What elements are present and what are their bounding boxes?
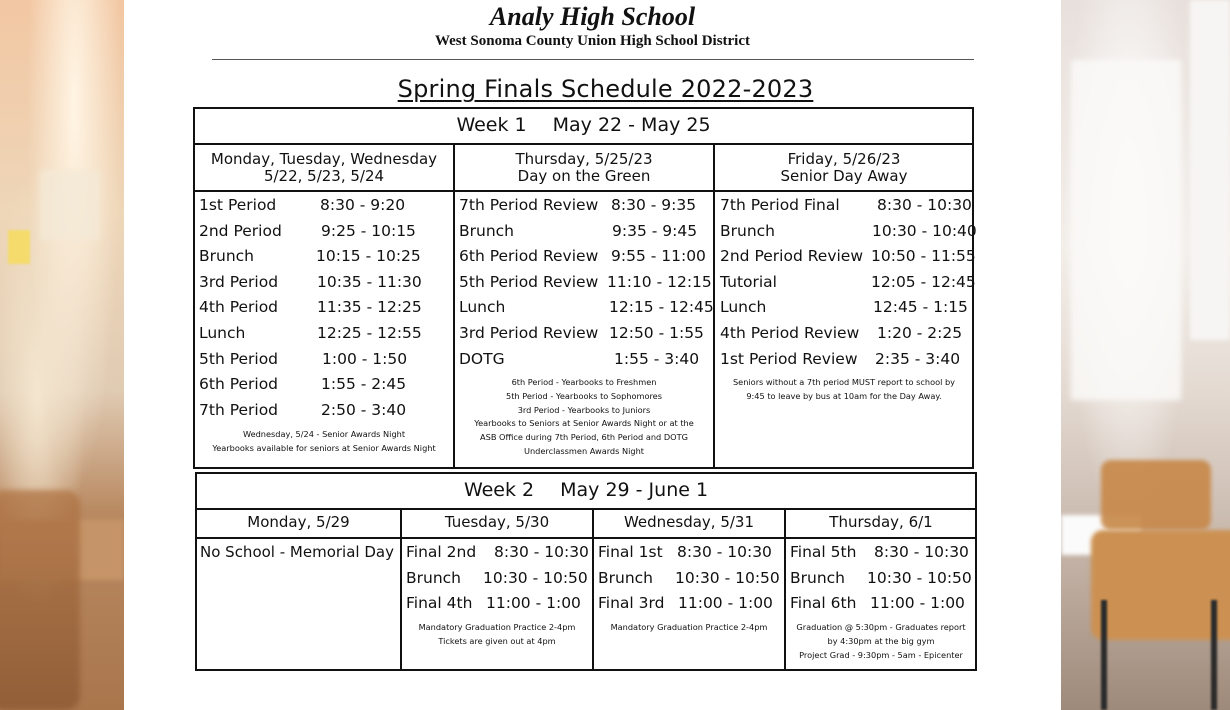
schedule-row: Final 4th 11:00 - 1:00	[406, 594, 581, 613]
schedule-row: Final 1st 8:30 - 10:30	[598, 543, 772, 561]
schedule-row: Final 3rd 11:00 - 1:00	[598, 594, 773, 613]
schedule-row: Final 5th 8:30 - 10:30	[790, 543, 969, 561]
schedule-row: DOTG 1:55 - 3:40	[459, 349, 700, 368]
schedule-row: No School - Memorial Day	[200, 543, 394, 561]
schedule-row: 7th Period Final 8:30 - 10:30	[720, 196, 972, 214]
schedule-row: 7th Period 2:50 - 3:40	[199, 400, 407, 419]
schedule-row: 1st Period Review 2:35 - 3:40	[720, 349, 961, 368]
schedule-row: 6th Period Review 9:55 - 11:00	[459, 247, 706, 266]
schedule-row: Final 2nd 8:30 - 10:30	[406, 543, 589, 561]
school-name: Analy High School	[489, 2, 696, 31]
week1-col3-header: Friday, 5/26/23 Senior Day Away	[780, 150, 908, 185]
background-photo-right	[1061, 0, 1230, 710]
schedule-row: 3rd Period 10:35 - 11:30	[199, 272, 422, 291]
background-photo-left	[0, 0, 124, 710]
week2-col2-header: Tuesday, 5/30	[444, 513, 550, 531]
week1-col2-header: Thursday, 5/25/23 Day on the Green	[515, 150, 653, 185]
week1-col1-notes: Wednesday, 5/24 - Senior Awards Night Yearbooks available for seniors at Senior Awards Night	[212, 429, 436, 453]
week1-col1-header: Monday, Tuesday, Wednesday 5/22, 5/23, 5/24	[210, 150, 438, 185]
week2-label: Week 2	[463, 479, 535, 501]
schedule-row: 5th Period Review 11:10 - 12:15	[459, 272, 712, 291]
schedule-row: 4th Period Review 1:20 - 2:25	[720, 323, 963, 342]
week2-col4-notes: Graduation @ 5:30pm - Graduates report by 4:30pm at the big gym Project Grad - 9:30pm - 5am - Epicenter	[796, 622, 966, 660]
schedule-row: Brunch 10:30 - 10:40	[720, 221, 977, 240]
schedule-row: Brunch 9:35 - 9:45	[459, 221, 698, 240]
schedule-row: Final 6th 11:00 - 1:00	[790, 594, 965, 613]
week2-col4-header: Thursday, 6/1	[829, 513, 933, 531]
week1-col2-schedule	[459, 196, 714, 375]
schedule-row: Tutorial 12:05 - 12:45	[720, 272, 976, 291]
week2-dates: May 29 - June 1	[560, 479, 709, 501]
schedule-row: Brunch 10:30 - 10:50	[406, 568, 588, 587]
week2-col1-header: Monday, 5/29	[247, 513, 350, 531]
schedule-row: 4th Period 11:35 - 12:25	[199, 298, 422, 317]
schedule-row: 3rd Period Review 12:50 - 1:55	[459, 323, 704, 342]
week1-col3-notes: Seniors without a 7th period MUST report to school by 9:45 to leave by bus at 10am for the Day Away.	[732, 377, 956, 401]
week1-label: Week 1	[456, 114, 527, 136]
schedule-row: Lunch 12:15 - 12:45	[459, 298, 714, 317]
header-divider	[212, 59, 974, 60]
week2-col3-schedule	[598, 543, 782, 620]
schedule-row: Lunch 12:45 - 1:15	[720, 298, 968, 317]
schedule-row: Brunch 10:30 - 10:50	[790, 568, 972, 587]
schedule-row: Brunch 10:15 - 10:25	[199, 247, 421, 266]
week1-col2-notes: 6th Period - Yearbooks to Freshmen 5th Period - Yearbooks to Sophomores 3rd Period - Yearbooks to Juniors Yearbooks to Seniors at Senior Awards Night or at the ASB Office during 7th Period, 6th Period and DOTG Underclassmen Awards Night	[474, 377, 694, 456]
schedule-document	[124, 0, 1061, 710]
schedule-row: 5th Period 1:00 - 1:50	[199, 349, 408, 368]
schedule-row: 1st Period 8:30 - 9:20	[199, 196, 406, 214]
week2-col2-schedule	[406, 543, 590, 620]
week2-col1-schedule	[200, 543, 398, 569]
week1-col3-schedule	[720, 196, 977, 375]
week2-col4-schedule	[790, 543, 974, 620]
week2-col3-notes: Mandatory Graduation Practice 2-4pm	[610, 622, 768, 632]
schedule-row: 2nd Period 9:25 - 10:15	[199, 221, 416, 240]
week2-col3-header: Wednesday, 5/31	[623, 513, 755, 531]
week2-col2-notes: Mandatory Graduation Practice 2-4pm Tickets are given out at 4pm	[418, 622, 576, 646]
schedule-row: 6th Period 1:55 - 2:45	[199, 375, 407, 394]
schedule-row: 2nd Period Review 10:50 - 11:55	[720, 247, 976, 266]
schedule-row: Lunch 12:25 - 12:55	[199, 323, 422, 342]
week1-dates: May 22 - May 25	[552, 114, 711, 136]
district-name: West Sonoma County Union High School District	[434, 33, 751, 49]
week1-col1-schedule	[199, 196, 449, 426]
week2-header	[195, 479, 977, 501]
schedule-title: Spring Finals Schedule 2022-2023	[397, 75, 814, 103]
schedule-row: Brunch 10:30 - 10:50	[598, 568, 780, 587]
schedule-row: 7th Period Review 8:30 - 9:35	[459, 196, 697, 214]
week1-header	[193, 114, 974, 136]
